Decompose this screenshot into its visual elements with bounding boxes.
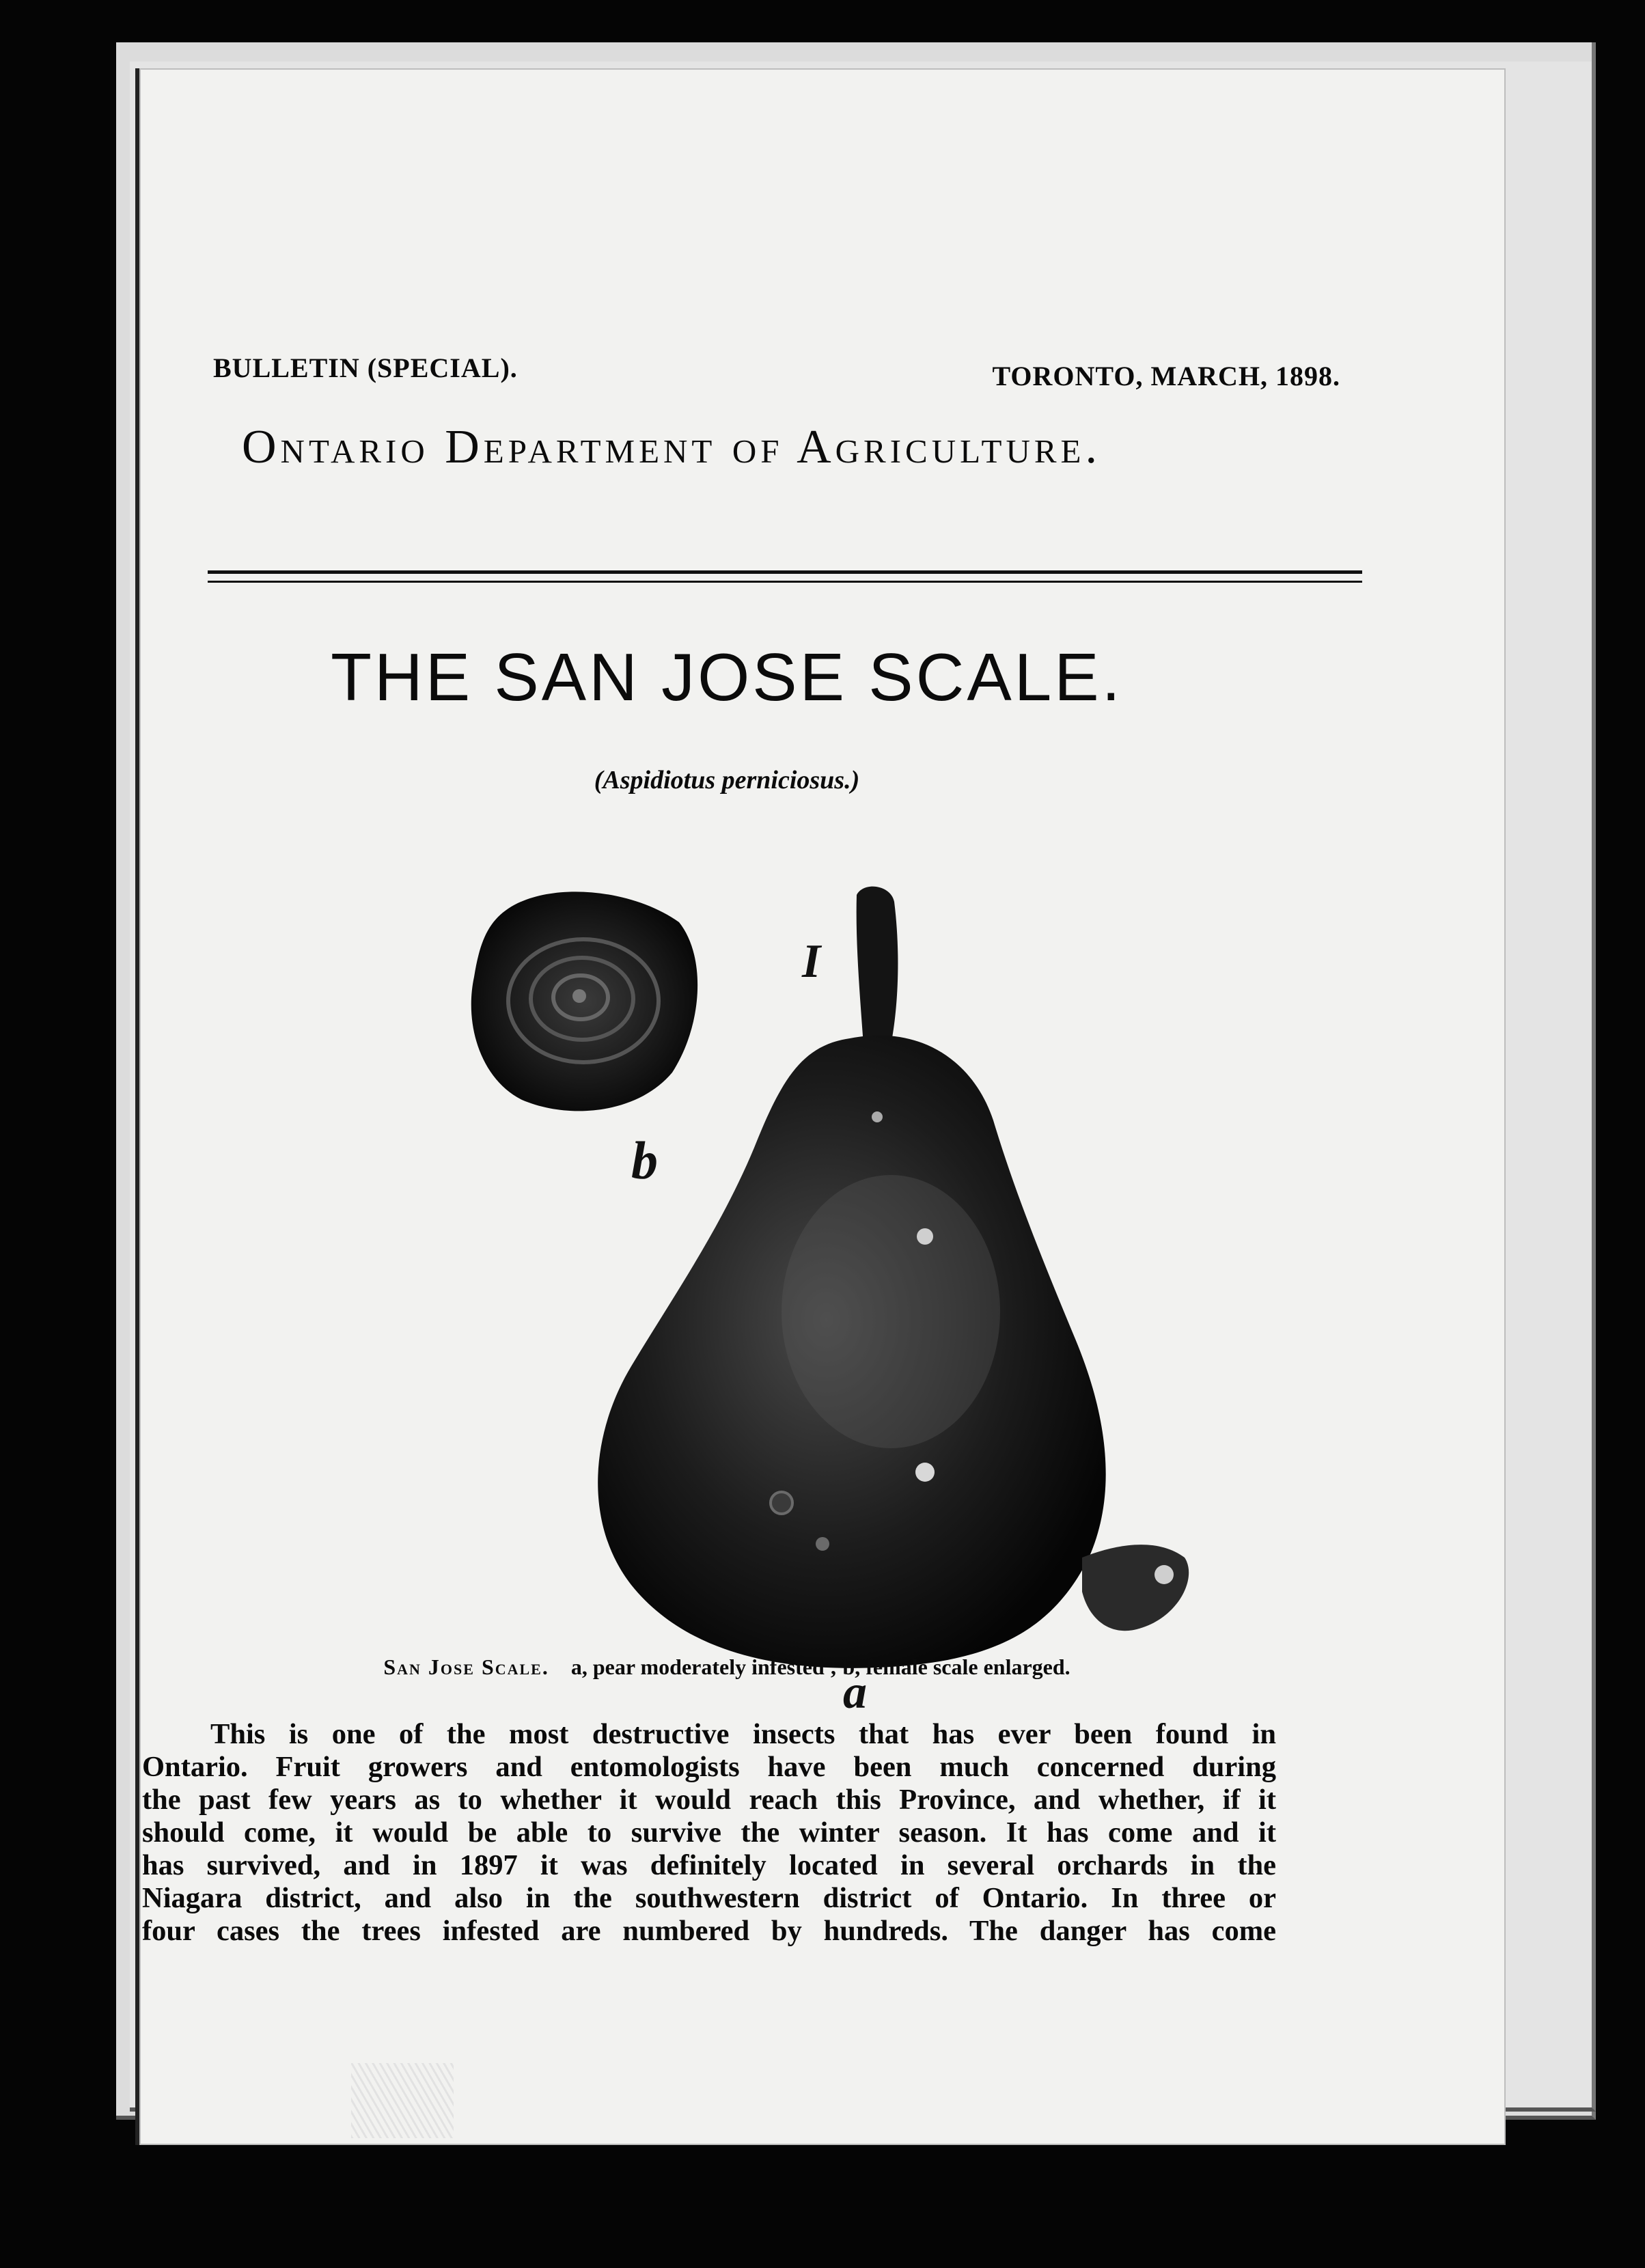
pear-illustration [399, 820, 1219, 1728]
body-line: This is one of the most destructive insects that has ever been found in [210, 1718, 1276, 1750]
body-line: Niagara district, and also in the southwestern district of Ontario. In three or [142, 1882, 1276, 1914]
body-line: the past few years as to whether it would reach this Province, and whether, if it [142, 1784, 1276, 1816]
caption-label: San Jose Scale. [383, 1655, 549, 1679]
label-scale-number: I [802, 935, 821, 988]
body-line: should come, it would be able to survive the winter season. It has come and it [142, 1816, 1276, 1849]
page-title: THE SAN JOSE SCALE. [331, 639, 1123, 715]
department-name: Ontario Department of Agriculture. [242, 421, 1101, 473]
label-a: a [843, 1666, 867, 1719]
document-page [135, 68, 1506, 2145]
dateline: TORONTO, MARCH, 1898. [992, 361, 1340, 391]
pear-stem [857, 887, 898, 1045]
body-line: has survived, and in 1897 it was definitely located in several orchards in the [142, 1849, 1276, 1881]
body-line: four cases the trees infested are numbered by hundreds. The danger has come [142, 1915, 1276, 1947]
bulletin-label: BULLETIN (SPECIAL). [213, 352, 518, 383]
body-line: Ontario. Fruit growers and entomologists have been much concerned during [142, 1751, 1276, 1783]
figure-caption [139, 1655, 1314, 1680]
caption-text: a, pear moderately infested ; b, female scale enlarged. [570, 1655, 1070, 1679]
scale-enlarged [471, 891, 697, 1111]
paper-smudge [351, 2063, 454, 2138]
pear-calyx [1082, 1545, 1189, 1631]
body-paragraph [142, 1718, 1276, 1948]
scientific-name: (Aspidiotus perniciosus.) [594, 766, 860, 794]
header-rule [208, 570, 1362, 583]
label-b: b [631, 1131, 658, 1190]
